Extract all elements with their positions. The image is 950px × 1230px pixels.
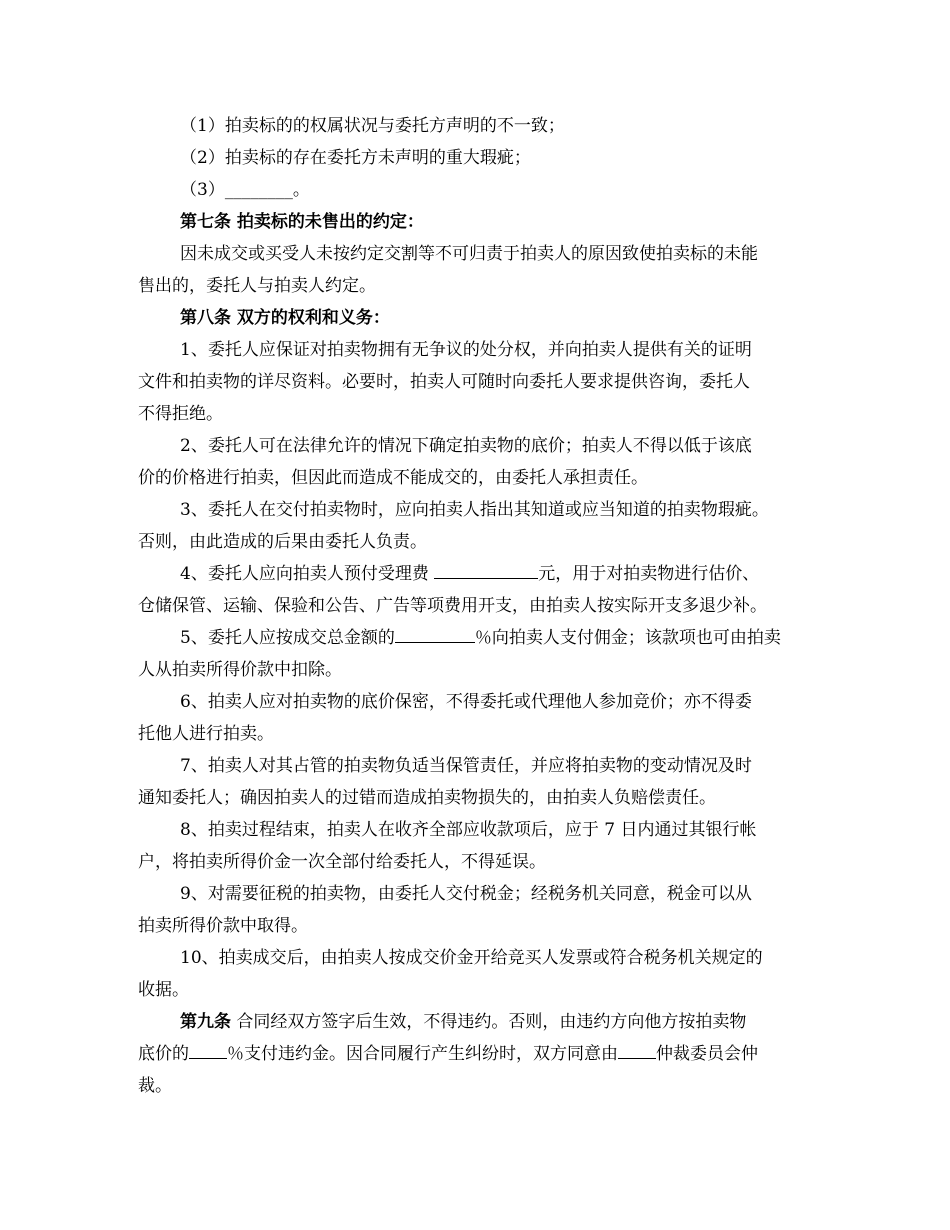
article-text: 合同经双方签字后生效，不得违约。否则，由违约方向他方按拍卖物 [231, 1012, 747, 1032]
article-text: 仲裁委员会仲 [656, 1044, 758, 1064]
list-item-suffix: 。 [292, 180, 310, 200]
article-line: 裁。 [138, 1076, 172, 1096]
clause-line: 仓储保管、运输、保验和公告、广告等项费用开支，由拍卖人按实际开支多退少补。 [138, 596, 767, 616]
article-heading: 第九条 [180, 1012, 231, 1032]
clause-line: 8、拍卖过程结束，拍卖人在收齐全部应收款项后，应于 7 日内通过其银行帐 [180, 820, 757, 840]
article-heading: 第八条 双方的权利和义务： [180, 308, 390, 328]
clause-line: 3、委托人在交付拍卖物时，应向拍卖人指出其知道或应当知道的拍卖物瑕疵。 [180, 500, 769, 520]
clause-text: ％向拍卖人支付佣金；该款项也可由拍卖 [474, 628, 781, 648]
paragraph-line: 售出的，委托人与拍卖人约定。 [138, 276, 376, 296]
list-item: （1）拍卖标的的权属状况与委托方声明的不一致； [180, 116, 565, 136]
clause-text: 元，用于对拍卖物进行估价、 [538, 564, 760, 584]
clause-line: 文件和拍卖物的详尽资料。必要时，拍卖人可随时向委托人要求提供咨询，委托人 [138, 372, 750, 392]
article-line [138, 1006, 828, 1038]
clause-line: 户，将拍卖所得价金一次全部付给委托人，不得延误。 [138, 852, 546, 872]
blank-underline [618, 1040, 656, 1059]
list-item [138, 174, 828, 206]
paragraph-line: 因未成交或买受人未按约定交割等不可归责于拍卖人的原因致使拍卖标的未能 [180, 244, 758, 264]
blank-underline [434, 560, 538, 579]
clause-line: 人从拍卖所得价款中扣除。 [138, 660, 342, 680]
clause-line: 2、委托人可在法律允许的情况下确定拍卖物的底价；拍卖人不得以低于该底 [180, 436, 752, 456]
clause-line: 1、委托人应保证对拍卖物拥有无争议的处分权，并向拍卖人提供有关的证明 [180, 340, 752, 360]
clause-line: 通知委托人；确因拍卖人的过错而造成拍卖物损失的，由拍卖人负赔偿责任。 [138, 788, 716, 808]
clause-line: 6、拍卖人应对拍卖物的底价保密，不得委托或代理他人参加竞价；亦不得委 [180, 692, 752, 712]
contract-body [138, 110, 828, 1102]
list-item: （2）拍卖标的存在委托方未声明的重大瑕疵； [180, 148, 531, 168]
clause-line: 9、对需要征税的拍卖物，由委托人交付税金；经税务机关同意，税金可以从 [180, 884, 752, 904]
list-item-prefix: （3） [180, 180, 225, 200]
article-text: 底价的 [138, 1044, 189, 1064]
clause-text: 4、委托人应向拍卖人预付受理费 [180, 564, 435, 584]
clause-line [138, 558, 828, 590]
blank-underline [189, 1040, 227, 1059]
clause-line: 托他人进行拍卖。 [138, 724, 274, 744]
clause-line: 10、拍卖成交后，由拍卖人按成交价金开给竞买人发票或符合税务机关规定的 [180, 948, 763, 968]
clause-text: 5、委托人应按成交总金额的 [180, 628, 395, 648]
clause-line: 价的价格进行拍卖，但因此而造成不能成交的，由委托人承担责任。 [138, 468, 648, 488]
blank-field: ________ [224, 180, 293, 200]
blank-underline [395, 624, 475, 643]
clause-line: 不得拒绝。 [138, 404, 223, 424]
clause-line: 拍卖所得价款中取得。 [138, 916, 308, 936]
clause-line [138, 622, 828, 654]
clause-line: 否则，由此造成的后果由委托人负责。 [138, 532, 427, 552]
clause-line: 收据。 [138, 980, 189, 1000]
article-line [138, 1038, 828, 1070]
article-text: ％支付违约金。因合同履行产生纠纷时，双方同意由 [227, 1044, 618, 1064]
article-heading: 第七条 拍卖标的未售出的约定： [180, 212, 424, 232]
clause-line: 7、拍卖人对其占管的拍卖物负适当保管责任，并应将拍卖物的变动情况及时 [180, 756, 752, 776]
